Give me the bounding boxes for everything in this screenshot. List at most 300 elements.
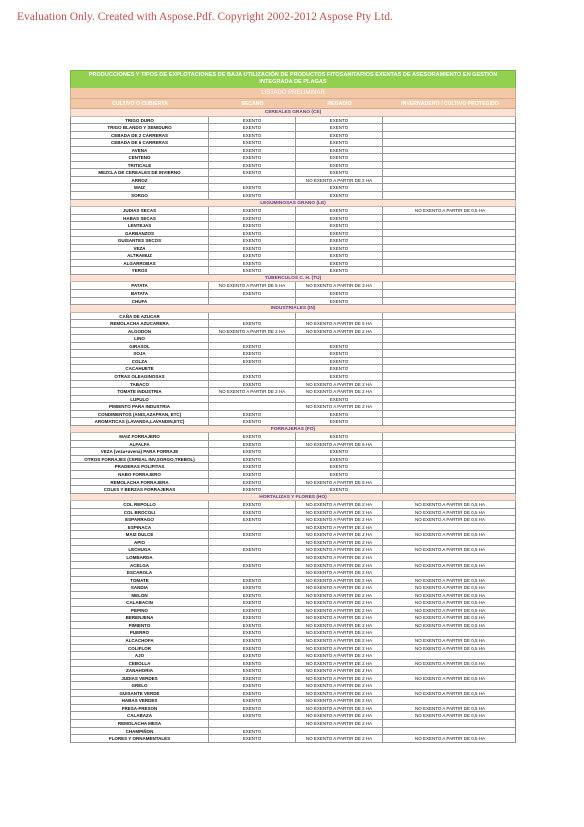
table-row: [70, 682, 516, 690]
invernadero-cell: [383, 569, 517, 576]
crop-cell: JUDIAS SECAS: [71, 207, 209, 214]
crop-cell: SORGO: [71, 192, 209, 199]
regadio-cell: EXENTO: [296, 162, 383, 169]
regadio-cell: NO EXENTO A PARTIR DE 2 HA: [296, 177, 383, 184]
table-row: [70, 554, 516, 562]
table-row: [70, 320, 516, 328]
crop-cell: CEBADA DE 6 CARRERAS: [71, 139, 209, 146]
table-row: [70, 705, 516, 713]
regadio-cell: NO EXENTO A PARTIR DE 2 HA: [296, 592, 383, 599]
secano-cell: EXENTO: [209, 117, 296, 124]
table-body: [70, 109, 516, 743]
table-row: [70, 365, 516, 373]
crop-cell: PATATA: [71, 282, 209, 289]
regadio-cell: EXENTO: [296, 373, 383, 380]
invernadero-cell: NO EXENTO A PARTIR DE 0,5 HA: [414, 577, 486, 583]
table-row: [70, 282, 516, 290]
invernadero-cell: NO EXENTO A PARTIR DE 0,5 HA: [414, 705, 486, 711]
invernadero-cell: NO EXENTO A PARTIR DE 0,5 HA: [414, 713, 486, 719]
invernadero-cell: [383, 237, 517, 244]
table-row: [70, 396, 516, 404]
secano-cell: EXENTO: [209, 675, 296, 682]
crop-cell: TOMATE: [71, 577, 209, 584]
regadio-cell: NO EXENTO A PARTIR DE 2 HA: [296, 712, 383, 719]
table-row: [70, 267, 516, 275]
crop-cell: CEBADA DE 2 CARRERAS: [71, 132, 209, 139]
regadio-cell: EXENTO: [296, 358, 383, 365]
invernadero-cell: NO EXENTO A PARTIR DE 0,5 HA: [414, 517, 486, 523]
table-row: [70, 237, 516, 245]
invernadero-cell: [383, 222, 517, 229]
table-row: [70, 169, 516, 177]
secano-cell: EXENTO: [209, 381, 296, 388]
crop-cell: CONDIMENTOS (ANIS,AZAFRAN, ETC): [71, 411, 209, 418]
regadio-cell: EXENTO: [296, 267, 383, 274]
crop-cell: TRIGO DURO: [71, 117, 209, 124]
invernadero-cell: NO EXENTO A PARTIR DE 0,5 HA: [414, 607, 486, 613]
regadio-cell: EXENTO: [296, 298, 383, 305]
crop-cell: AROMATICAS (LAVANDA,LAVANDIN,ETC): [71, 418, 209, 425]
secano-cell: EXENTO: [209, 132, 296, 139]
regadio-cell: EXENTO: [296, 448, 383, 455]
regadio-cell: NO EXENTO A PARTIR DE 2 HA: [296, 599, 383, 606]
crop-cell: TRIGO BLANDO Y SEMIDURO: [71, 124, 209, 131]
table-row: [70, 599, 516, 607]
regadio-cell: EXENTO: [296, 418, 383, 425]
regadio-cell: EXENTO: [296, 215, 383, 222]
crop-cell: PUERRO: [71, 629, 209, 636]
regadio-cell: NO EXENTO A PARTIR DE 2 HA: [296, 614, 383, 621]
invernadero-cell: [383, 456, 517, 463]
regadio-cell: EXENTO: [296, 237, 383, 244]
crop-cell: LECHUGA: [71, 546, 209, 553]
invernadero-cell: NO EXENTO A PARTIR DE 0,5 HA: [414, 532, 486, 538]
secano-cell: EXENTO: [209, 169, 296, 176]
invernadero-cell: [383, 629, 517, 636]
secano-cell: EXENTO: [209, 486, 296, 493]
regadio-cell: NO EXENTO A PARTIR DE 2 HA: [296, 501, 383, 508]
secano-cell: EXENTO: [209, 343, 296, 350]
crop-cell: GARBANZOS: [71, 230, 209, 237]
secano-cell: EXENTO: [209, 645, 296, 652]
table-row: [70, 117, 516, 125]
regadio-cell: NO EXENTO A PARTIR DE 2 HA: [296, 584, 383, 591]
invernadero-cell: NO EXENTO A PARTIR DE 0,5 HA: [414, 736, 486, 742]
regadio-cell: EXENTO: [296, 486, 383, 493]
crop-cell: LOMBARDA: [71, 554, 209, 561]
secano-cell: EXENTO: [209, 267, 296, 274]
invernadero-cell: [383, 298, 517, 305]
table-subtitle: LISTADO PRELIMINAR: [70, 88, 516, 98]
table-row: [70, 448, 516, 456]
invernadero-cell: [383, 267, 517, 274]
crop-cell: ESPINACA: [71, 524, 209, 531]
invernadero-cell: [383, 388, 517, 395]
secano-cell: EXENTO: [209, 373, 296, 380]
secano-cell: EXENTO: [209, 592, 296, 599]
regadio-cell: [296, 313, 383, 320]
invernadero-cell: [383, 697, 517, 704]
invernadero-cell: [383, 230, 517, 237]
table-row: [70, 524, 516, 532]
secano-cell: EXENTO: [209, 584, 296, 591]
invernadero-cell: [383, 539, 517, 546]
secano-cell: EXENTO: [209, 682, 296, 689]
table-row: [70, 712, 516, 720]
secano-cell: EXENTO: [209, 697, 296, 704]
crop-cell: COL REPOLLO: [71, 501, 209, 508]
secano-cell: EXENTO: [209, 690, 296, 697]
crop-cell: ALFALFA: [71, 441, 209, 448]
table-row: [70, 531, 516, 539]
table-row: [70, 411, 516, 419]
regadio-cell: EXENTO: [296, 463, 383, 470]
table-row: [70, 577, 516, 585]
crop-cell: SOJA: [71, 350, 209, 357]
regadio-cell: NO EXENTO A PARTIR DE 2 HA: [296, 388, 383, 395]
crop-cell: PEPINO: [71, 607, 209, 614]
invernadero-cell: [383, 139, 517, 146]
invernadero-cell: [383, 124, 517, 131]
crop-cell: GRELO: [71, 682, 209, 689]
regadio-cell: EXENTO: [296, 252, 383, 259]
regadio-cell: EXENTO: [296, 245, 383, 252]
table-row: [70, 614, 516, 622]
secano-cell: EXENTO: [209, 599, 296, 606]
regadio-cell: EXENTO: [296, 456, 383, 463]
crop-cell: ALGODON: [71, 328, 209, 335]
secano-cell: EXENTO: [209, 471, 296, 478]
column-header-invernadero: INVERNADERO / CULTIVO PROTEGIDO: [401, 101, 499, 107]
invernadero-cell: NO EXENTO A PARTIR DE 0,5 HA: [414, 600, 486, 606]
crop-cell: CENTENO: [71, 154, 209, 161]
regadio-cell: NO EXENTO A PARTIR DE 2 HA: [296, 682, 383, 689]
regadio-cell: EXENTO: [296, 154, 383, 161]
invernadero-cell: NO EXENTO A PARTIR DE 0,5 HA: [414, 592, 486, 598]
crop-cell: ALGARROBAS: [71, 260, 209, 267]
invernadero-cell: [383, 486, 517, 493]
table-row: [70, 637, 516, 645]
secano-cell: EXENTO: [209, 577, 296, 584]
crop-cell: MELON: [71, 592, 209, 599]
column-header-regadio: REGADIO: [327, 101, 352, 107]
section-header: LEGUMINOSAS GRANO (LE): [70, 200, 516, 208]
regadio-cell: NO EXENTO A PARTIR DE 2 HA: [296, 569, 383, 576]
secano-cell: EXENTO: [209, 652, 296, 659]
table-title: PRODUCCIONES Y TIPOS DE EXPLOTACIONES DE BAJA UTILIZACIÓN DE PRODUCTOS FITOSANITARIOS EXENTAS DE ASESORAMIENTO EN GESTIÓN INTEGRADA DE PLAGAS: [70, 70, 516, 88]
regadio-cell: NO EXENTO A PARTIR DE 2 HA: [296, 629, 383, 636]
table-row: [70, 124, 516, 132]
crop-cell: ACELGA: [71, 562, 209, 569]
table-row: [70, 479, 516, 487]
column-header-row: [70, 98, 516, 109]
secano-cell: EXENTO: [209, 154, 296, 161]
invernadero-cell: [383, 290, 517, 297]
regadio-cell: EXENTO: [296, 184, 383, 191]
crop-cell: OTRAS OLEAGINOSAS: [71, 373, 209, 380]
invernadero-cell: NO EXENTO A PARTIR DE 0,5 HA: [414, 547, 486, 553]
invernadero-cell: [383, 147, 517, 154]
table-row: [70, 313, 516, 321]
crop-cell: CALABACIN: [71, 599, 209, 606]
invernadero-cell: [383, 720, 517, 727]
secano-cell: EXENTO: [209, 629, 296, 636]
table-row: [70, 139, 516, 147]
regadio-cell: EXENTO: [296, 471, 383, 478]
crop-cell: ARROZ: [71, 177, 209, 184]
crop-cell: ALTRAMUZ: [71, 252, 209, 259]
invernadero-cell: [383, 132, 517, 139]
column-header-secano: SECANO: [241, 101, 264, 107]
invernadero-cell: [383, 282, 517, 289]
crop-cell: GUISANTE VERDE: [71, 690, 209, 697]
table-row: [70, 403, 516, 411]
invernadero-cell: [383, 373, 517, 380]
secano-cell: EXENTO: [209, 622, 296, 629]
crop-cell: COL BROCOLI: [71, 509, 209, 516]
regadio-cell: NO EXENTO A PARTIR DE 2 HA: [296, 328, 383, 335]
regadio-cell: EXENTO: [296, 139, 383, 146]
invernadero-cell: [383, 448, 517, 455]
crop-cell: BATATA: [71, 290, 209, 297]
regadio-cell: NO EXENTO A PARTIR DE 2 HA: [296, 645, 383, 652]
invernadero-cell: [383, 343, 517, 350]
regadio-cell: NO EXENTO A PARTIR DE 2 HA: [296, 637, 383, 644]
regadio-cell: EXENTO: [296, 230, 383, 237]
table-row: [70, 290, 516, 298]
secano-cell: EXENTO: [209, 433, 296, 440]
table-row: [70, 509, 516, 517]
secano-cell: EXENTO: [209, 237, 296, 244]
table-row: [70, 690, 516, 698]
invernadero-cell: NO EXENTO A PARTIR DE 0,5 HA: [414, 638, 486, 643]
secano-cell: [209, 177, 296, 184]
regadio-cell: EXENTO: [296, 365, 383, 372]
table-row: [70, 433, 516, 441]
crop-cell: LENTEJAS: [71, 222, 209, 229]
crop-cell: CALABAZA: [71, 712, 209, 719]
regadio-cell: NO EXENTO A PARTIR DE 2 HA: [296, 667, 383, 674]
invernadero-cell: [383, 365, 517, 372]
invernadero-cell: [383, 403, 517, 410]
regadio-cell: EXENTO: [296, 169, 383, 176]
table-row: [70, 350, 516, 358]
secano-cell: EXENTO: [209, 222, 296, 229]
crop-cell: VEZA (veza+avena) PARA FORRAJE: [71, 448, 209, 455]
crop-cell: VEZA: [71, 245, 209, 252]
table-row: [70, 501, 516, 509]
regadio-cell: [296, 728, 383, 735]
secano-cell: EXENTO: [209, 667, 296, 674]
crop-cell: HABAS VERDES: [71, 697, 209, 704]
secano-cell: EXENTO: [209, 162, 296, 169]
table-row: [70, 516, 516, 524]
invernadero-cell: NO EXENTO A PARTIR DE 0,5 HA: [414, 502, 486, 508]
crop-cell: GIRASOL: [71, 343, 209, 350]
invernadero-cell: NO EXENTO A PARTIR DE 0,5 HA: [414, 622, 486, 628]
secano-cell: EXENTO: [209, 463, 296, 470]
regadio-cell: EXENTO: [296, 290, 383, 297]
secano-cell: [209, 365, 296, 372]
document-table: [70, 70, 516, 743]
table-row: [70, 607, 516, 615]
table-row: [70, 245, 516, 253]
invernadero-cell: [383, 463, 517, 470]
crop-cell: AVENA: [71, 147, 209, 154]
section-header: TUBERCULOS C. H. (TU): [70, 275, 516, 283]
invernadero-cell: [383, 728, 517, 735]
invernadero-cell: [383, 433, 517, 440]
regadio-cell: EXENTO: [296, 192, 383, 199]
secano-cell: EXENTO: [209, 614, 296, 621]
invernadero-cell: [383, 177, 517, 184]
table-row: [70, 652, 516, 660]
crop-cell: PRADERAS POLIFITAS: [71, 463, 209, 470]
secano-cell: EXENTO: [209, 607, 296, 614]
table-row: [70, 728, 516, 736]
table-row: [70, 177, 516, 185]
secano-cell: EXENTO: [209, 230, 296, 237]
table-row: [70, 215, 516, 223]
section-header: HORTALIZAS Y FLORES (HO): [70, 494, 516, 502]
table-row: [70, 343, 516, 351]
invernadero-cell: [383, 320, 517, 327]
secano-cell: EXENTO: [209, 712, 296, 719]
secano-cell: EXENTO: [209, 479, 296, 486]
invernadero-cell: [383, 117, 517, 124]
crop-cell: MAIZ DULCE: [71, 531, 209, 538]
crop-cell: TABACO: [71, 381, 209, 388]
crop-cell: TOMATE INDUSTRIA: [71, 388, 209, 395]
invernadero-cell: [383, 335, 517, 342]
regadio-cell: NO EXENTO A PARTIR DE 5 HA: [296, 479, 383, 486]
invernadero-cell: [383, 381, 517, 388]
crop-cell: REMOLACHA FORRAJERA: [71, 479, 209, 486]
invernadero-cell: NO EXENTO A PARTIR DE 0,5 HA: [414, 562, 486, 568]
crop-cell: YEROS: [71, 267, 209, 274]
regadio-cell: NO EXENTO A PARTIR DE 2 HA: [296, 720, 383, 727]
section-header: FORRAJERAS (FO): [70, 426, 516, 434]
secano-cell: EXENTO: [209, 637, 296, 644]
table-row: [70, 539, 516, 547]
crop-cell: NABO FORRAJERO: [71, 471, 209, 478]
secano-cell: EXENTO: [209, 735, 296, 742]
table-row: [70, 252, 516, 260]
invernadero-cell: NO EXENTO A PARTIR DE 0,5 HA: [414, 585, 486, 591]
crop-cell: BERENJENA: [71, 614, 209, 621]
table-row: [70, 298, 516, 306]
invernadero-cell: [383, 328, 517, 335]
crop-cell: FLORES Y ORNAMENTALES: [71, 735, 209, 742]
secano-cell: EXENTO: [209, 509, 296, 516]
invernadero-cell: [383, 184, 517, 191]
invernadero-cell: [383, 441, 517, 448]
invernadero-cell: [383, 524, 517, 531]
secano-cell: EXENTO: [209, 184, 296, 191]
section-header: CEREALES GRANO (CE): [70, 109, 516, 117]
secano-cell: [209, 313, 296, 320]
invernadero-cell: [383, 350, 517, 357]
crop-cell: COLIFLOR: [71, 645, 209, 652]
table-row: [70, 622, 516, 630]
secano-cell: EXENTO: [209, 456, 296, 463]
regadio-cell: NO EXENTO A PARTIR DE 2 HA: [296, 697, 383, 704]
secano-cell: EXENTO: [209, 531, 296, 538]
secano-cell: [209, 569, 296, 576]
secano-cell: EXENTO: [209, 215, 296, 222]
regadio-cell: NO EXENTO A PARTIR DE 2 HA: [296, 577, 383, 584]
regadio-cell: [296, 335, 383, 342]
regadio-cell: EXENTO: [296, 222, 383, 229]
crop-cell: MEZCLA DE CEREALES DE INVIERNO: [71, 169, 209, 176]
secano-cell: [209, 298, 296, 305]
crop-cell: APIO: [71, 539, 209, 546]
table-row: [70, 162, 516, 170]
regadio-cell: NO EXENTO A PARTIR DE 2 HA: [296, 622, 383, 629]
secano-cell: EXENTO: [209, 350, 296, 357]
regadio-cell: EXENTO: [296, 433, 383, 440]
secano-cell: EXENTO: [209, 320, 296, 327]
regadio-cell: NO EXENTO A PARTIR DE 3 HA: [296, 282, 383, 289]
secano-cell: [209, 720, 296, 727]
invernadero-cell: [383, 245, 517, 252]
secano-cell: [209, 396, 296, 403]
secano-cell: [209, 335, 296, 342]
regadio-cell: EXENTO: [296, 260, 383, 267]
crop-cell: CAÑA DE AZUCAR: [71, 313, 209, 320]
table-row: [70, 456, 516, 464]
invernadero-cell: [383, 682, 517, 689]
secano-cell: EXENTO: [209, 260, 296, 267]
secano-cell: EXENTO: [209, 501, 296, 508]
invernadero-cell: NO EXENTO A PARTIR DE 0,5 HA: [414, 660, 486, 666]
regadio-cell: EXENTO: [296, 117, 383, 124]
crop-cell: ESPARRAGO: [71, 516, 209, 523]
invernadero-cell: [383, 652, 517, 659]
regadio-cell: EXENTO: [296, 411, 383, 418]
table-row: [70, 260, 516, 268]
table-row: [70, 486, 516, 494]
invernadero-cell: [383, 411, 517, 418]
regadio-cell: NO EXENTO A PARTIR DE 2 HA: [296, 509, 383, 516]
regadio-cell: NO EXENTO A PARTIR DE 5 HA: [296, 320, 383, 327]
crop-cell: PIMIENTO: [71, 622, 209, 629]
secano-cell: EXENTO: [209, 147, 296, 154]
secano-cell: EXENTO: [209, 139, 296, 146]
regadio-cell: EXENTO: [296, 207, 383, 214]
secano-cell: EXENTO: [209, 448, 296, 455]
regadio-cell: EXENTO: [296, 132, 383, 139]
crop-cell: REMOLACHA AZUCARERA: [71, 320, 209, 327]
table-row: [70, 207, 516, 215]
invernadero-cell: NO EXENTO A PARTIR DE 0,5 HA: [414, 645, 486, 651]
secano-cell: [209, 524, 296, 531]
secano-cell: [209, 403, 296, 410]
invernadero-cell: [383, 396, 517, 403]
secano-cell: EXENTO: [209, 562, 296, 569]
regadio-cell: NO EXENTO A PARTIR DE 2 HA: [296, 562, 383, 569]
regadio-cell: NO EXENTO A PARTIR DE 2 HA: [296, 554, 383, 561]
invernadero-cell: [383, 252, 517, 259]
secano-cell: EXENTO: [209, 546, 296, 553]
invernadero-cell: [383, 358, 517, 365]
regadio-cell: EXENTO: [296, 350, 383, 357]
regadio-cell: NO EXENTO A PARTIR DE 2 HA: [296, 531, 383, 538]
invernadero-cell: [383, 313, 517, 320]
secano-cell: NO EXENTO A PARTIR DE 2 HA: [209, 328, 296, 335]
invernadero-cell: NO EXENTO A PARTIR DE 0,5 HA: [414, 615, 486, 621]
secano-cell: NO EXENTO A PARTIR DE 5 HA: [209, 282, 296, 289]
